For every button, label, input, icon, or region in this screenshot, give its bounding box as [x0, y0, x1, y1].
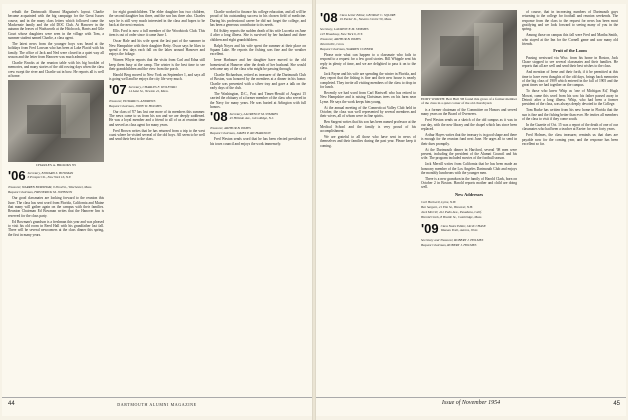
agent-line: Bequest Chairman, JAMES P. RICHARDSON — [210, 131, 271, 136]
secretary-line: Secretary, LAURENCE M. SYMMES — [229, 112, 279, 117]
paragraph: And mention of Irene and their forth, if it be permitted at this time to have even thoughts of the old days, brings back memories of the big class of 1909 which entered in the fall of 1905 and the great times we had together on the campus. — [522, 70, 618, 88]
paragraph: Ralph Noyes and his wife spent the summer at their place on Squam Lake. He reports the fishing was fine and the weather excellent. — [210, 43, 306, 57]
address-line: 19 Parker St., Newton Centre 59, Mass. — [339, 17, 393, 21]
left-page — [2, 4, 312, 416]
address-entry: Jack Merrill, 412 Palm Ave., Pasadena, Calif. — [421, 210, 482, 215]
grave-photo — [421, 10, 517, 96]
paragraph: Harold Berg moved to New York on September 1, and says all is going well and he enjoys the city life very much. — [109, 72, 205, 82]
address-line: 123 Broadway, New York 6, N.Y. — [320, 32, 363, 36]
address-line: Wausau Trail, Aurora, Ohio — [440, 228, 478, 233]
left-column-1 — [8, 10, 104, 394]
class-year: '08 — [210, 109, 228, 125]
treasurer-line: Treasurer, EDWARD S. ANDREWS — [109, 98, 156, 103]
address-line: Talcottville, Conn. — [320, 42, 345, 46]
address-line: 45 Hillside Ave., Glen Ridge, N.J. — [229, 116, 275, 121]
paragraph: Irene Harbauer and her daughter have moved to the old homestead at Hanover after the death of her husband. She would welcome any of the class who might be passing through. — [210, 58, 306, 71]
class-year: '06 — [8, 168, 26, 184]
class-year: '09 — [421, 221, 439, 237]
paragraph: Tom Burke has written from his new home in Florida that the sun is fine and the fishing better than ever. He invites all members of the class to visit if they come south. — [522, 108, 618, 121]
right-column-2 — [421, 10, 517, 394]
paragraph: Among those on campus this fall were Fred and Martha Smith, who stayed at the Inn for the Cornell game and saw many old friends. — [522, 33, 618, 46]
photo-caption: EDDY WORTH: Bert Hull '08 found this grave of a former member of the class in a quiet corner of the old churchyard. — [421, 97, 517, 105]
address-line: 6 Prospect St., New York 16, N.Y. — [27, 175, 72, 180]
paragraph: Oscar Hale and his wife spent the last part of the summer in New Hampshire with their daughter Betty. Oscar says he likes to spend a few days each fall on the lakes around Hanover and enjoys the foliage. — [109, 39, 205, 57]
secretary-line: Secretary, CHARLES F. WOLFORD — [128, 84, 177, 89]
class-officers — [441, 223, 486, 232]
paragraph: Recently we had word from Carl Hartwell who has retired to New Hampshire and is raising Christmas trees on his farm near Lyme. He says the work keeps him young. — [320, 90, 416, 104]
editor-line: Class Notes Editor, JACK CHASE — [440, 224, 486, 229]
editor-line: Class Letter Editor, GEORGE C. SQUIRE — [339, 13, 396, 17]
right-page — [316, 4, 626, 416]
paragraph: Please note what can happen to a classmate who fails to respond to a request for a few good stories. Bill Whipple sent his reply in plenty of time, and we are delighted to pass it on to the class. — [320, 53, 416, 71]
address-entry: Carl Hartwell, Lyme, N.H. — [421, 200, 457, 205]
class-year: '07 — [109, 81, 127, 97]
paragraph: Charlie Richardson, retired as treasurer of the Dartmouth Club of Boston, was honored by the members at a dinner in his honor. Charlie was presented with a silver tray and gave a talk on the early days of the club. — [210, 72, 306, 90]
treasurer-line: Treasurer, WARREN BURNHAM, 9 Pond St., Winchester, Mass. — [8, 185, 93, 190]
paragraph: Passing westward via Wisc. from his home in Boston, Jack Chase stopped to see several classmates and their families. He reports that all are well and send their best wishes to the class. — [522, 55, 618, 69]
paragraph: Arthur Hayes writes that the treasury is in good shape and there is enough for the reunion fund next June. He urges all to send in their dues promptly. — [421, 132, 517, 146]
paragraph: Ed Bowman's grandson is a freshman this year and was pleased to visit his old room in Reed Hall with his grandfather last fall. There will be several newcomers at the class dinner this spring, the first in many years. — [8, 219, 104, 237]
paragraph: Our class of '07 has lost one more of its members this summer. The news came to us from his son and we are deeply saddened. He was a loyal member and a friend to all of us at reunion time and served as class agent for many years. — [109, 109, 205, 127]
class-officers — [340, 12, 396, 21]
portrait-photo — [8, 80, 104, 162]
page-footer — [316, 397, 626, 416]
paragraph: Fred Brown writes that he has returned from a trip to the west coast where he visited several of the old boys. All seem to be well and send their best to the class. — [109, 128, 205, 142]
paragraph: for eight grandchildren. The elder daughter has two children, the second daughter has three, and the son has three also. Charles says he is still very much interested in the class and hopes to be back at the next reunion. — [109, 10, 205, 28]
class-heading — [8, 170, 104, 182]
section-title: Fruit of the Loom — [553, 48, 587, 54]
class-year: '08 — [320, 10, 338, 25]
class-heading — [210, 111, 306, 123]
issue-date: Issue of November 1954 — [441, 400, 501, 406]
paragraph: At the Dartmouth dinner in Hartford, several '08 men were present, including the president of the Alumni Council and his wife. The program included movies of the football season. — [421, 147, 517, 161]
page-footer — [2, 397, 312, 416]
paragraph: Charlie worked to finance his college education, and all will be proud of his outstanding success in his chosen field of medicine. During his professional career he did not forget the college, and has been a generous contributor to its needs. — [210, 10, 306, 28]
class-heading — [421, 223, 517, 235]
paragraph: Fred Weston sends word that he has been elected president of his town council and enjoys the work immensely. — [210, 137, 306, 146]
agent-line: Bequest Chairman, WARREN CONNER — [320, 47, 373, 51]
paragraph: There is a new grandson in the family of Harold Clark, born on October 2 in Boston. Harold reports mother and child are doing well. — [421, 176, 517, 190]
agent-line: Bequest Chairman, ROBERT J. HOLMES — [421, 243, 477, 248]
right-column-3 — [522, 10, 618, 394]
paragraph: rebuilt the Dartmouth Alumni Magazine's layout. Charlie became acquainted with the big campaign for the Great Issues course, and in the many class letters which followed came the Mackenzie family and the old DOC Club. At Hanover in the autumn the leaves of Wadsworth at the Hitchcock, Harris and Gile Court whose daughters were seen in the village with Tom, a summer student named Charlie, a class agent. — [8, 10, 104, 41]
treasurer-line: Treasurer, ARTHUR B. HAYES — [210, 126, 251, 131]
photo-caption: CHARLES A. BROOKS '05 — [35, 163, 77, 168]
paragraph: of course, that in increasing numbers of Dartmouth guys returning to the college for football and reunion weekends. The response from the class to the request for news has been most gratifying and we look forward to seeing many of you in the spring. — [522, 10, 618, 32]
paragraph: To those who knew Whip as 'one of Michigan Ed,' Hugh Mowat, came this word from his son: his father passed away in Detroit after a long illness. Whip, who had been a former president of the class, was always deeply devoted to the College. — [522, 89, 618, 107]
paragraph: In the Gazette of Oct. 15 was a report of the death of one of our classmates who had been a teacher at Exeter for over forty years. — [522, 122, 618, 132]
section-title: New Addresses — [454, 191, 484, 197]
class-officers — [28, 170, 74, 179]
right-column-1 — [320, 10, 416, 394]
paragraph: Ben Sargent writes that his son has been named professor at the Medical School and the family is very proud of his accomplishment. — [320, 120, 416, 133]
page-number: 44 — [8, 401, 15, 407]
paragraph: Fred Weston sends us a sketch of the old campus as it was in our day, with the new library and the chapel which has since been replaced. — [421, 118, 517, 131]
address-entry: Ben Sargent, 21 Elm St., Hanover, N.H. — [421, 205, 474, 210]
page-number: 45 — [613, 401, 620, 407]
paragraph: Fred Holmes, the class treasurer, reminds us that dues are payable now for the coming year, and the response has been excellent so far. — [522, 133, 618, 146]
paragraph: The latest news from the younger boys was heard at the holidays from Fred Lawson who has been at Lake Placid with his family. The office of Jack and Ned were closed in a quiet way all season and the letter from Hanover was much admired. — [8, 42, 104, 60]
paragraph: Ed Ashley reports the sudden death of his wife Lucretia on June 4 after a long illness. She is survived by her husband and three children and eight grandchildren. — [210, 28, 306, 42]
paragraph: We are grateful to all those who have sent in news of themselves and their families during the past year. Please keep it coming. — [320, 134, 416, 148]
paragraph: Warren Whyte reports that the visits from Carl and Edna still keep them busy at the camp. The winter is the best time to see their grandchildren and the view from the porch. — [109, 58, 205, 71]
treasurer-line: Treasurer, ARTHUR B. HAYES — [320, 37, 361, 41]
class-officers — [129, 84, 177, 93]
paragraph: At the annual meeting of the Connecticut Valley Club held in October, the class was well represented by several members and their wives, all of whom were in fine spirits. — [320, 105, 416, 119]
paragraph: Charlie Brooks at the reunion table with his big booklet of memories, and many stories of the old rowing days when the class crew swept the river and Charlie sat in bow. He reports all is well at home. — [8, 60, 104, 78]
paragraph: Our good classmates are looking forward to the reunion this June. The class has sent word from Florida, California and Maine that many will gather again on the campus with their families. Reunion Chairman Ed Bowman writes that the Hanover Inn is reserved for the class party. — [8, 196, 104, 218]
agent-line: Bequest Chairman, FREDERICK M. JOHNSON — [8, 190, 73, 195]
paragraph: Ellis Ford is now a full member of the Woodstock Club. This item is out of order since it came June 1. — [109, 28, 205, 38]
secretary-line: Secretary, EDWARD S. BOWMAN — [27, 171, 74, 176]
secretary-line: Secretary, LAURENCE M. SYMMES — [320, 27, 369, 31]
paragraph: The Washington, D.C., Post and Times-Herald of August 15 carried the obituary of a former member of the class who served in the Navy for many years. He was buried at Arlington with full honors. — [210, 91, 306, 109]
address-entry: Harold Clark, 8 Brattle St., Cambridge, Mass. — [421, 215, 483, 220]
left-column-2 — [109, 10, 205, 394]
agent-line: Bequest Chairman, JOHN W. HOLMES — [109, 103, 162, 108]
class-officers — [230, 111, 279, 120]
left-column-3 — [210, 10, 306, 394]
treasurer-line: Secretary and Treasurer, ROBERT J. HOLMES — [421, 238, 484, 243]
address-line: 14 Lake St., Newton 41, Mass. — [128, 88, 169, 93]
magazine-title: DARTMOUTH ALUMNI MAGAZINE — [117, 402, 197, 407]
paragraph: Jack Payne and his wife are spending the winter in Florida, and they report that the fishing is fine and their new house is nearly completed. They invite all visiting members of the class to drop in for lunch. — [320, 71, 416, 89]
paragraph: Jack Merrill writes from California that he has been made an honorary member of the Los Angeles Dartmouth Club and enjoys the monthly luncheons with the younger men. — [421, 162, 517, 175]
class-heading — [320, 12, 416, 24]
class-heading — [109, 81, 205, 97]
paragraph: is a former chairman of the Committee on Honors and served many years on the Board of Overseers. — [421, 108, 517, 117]
